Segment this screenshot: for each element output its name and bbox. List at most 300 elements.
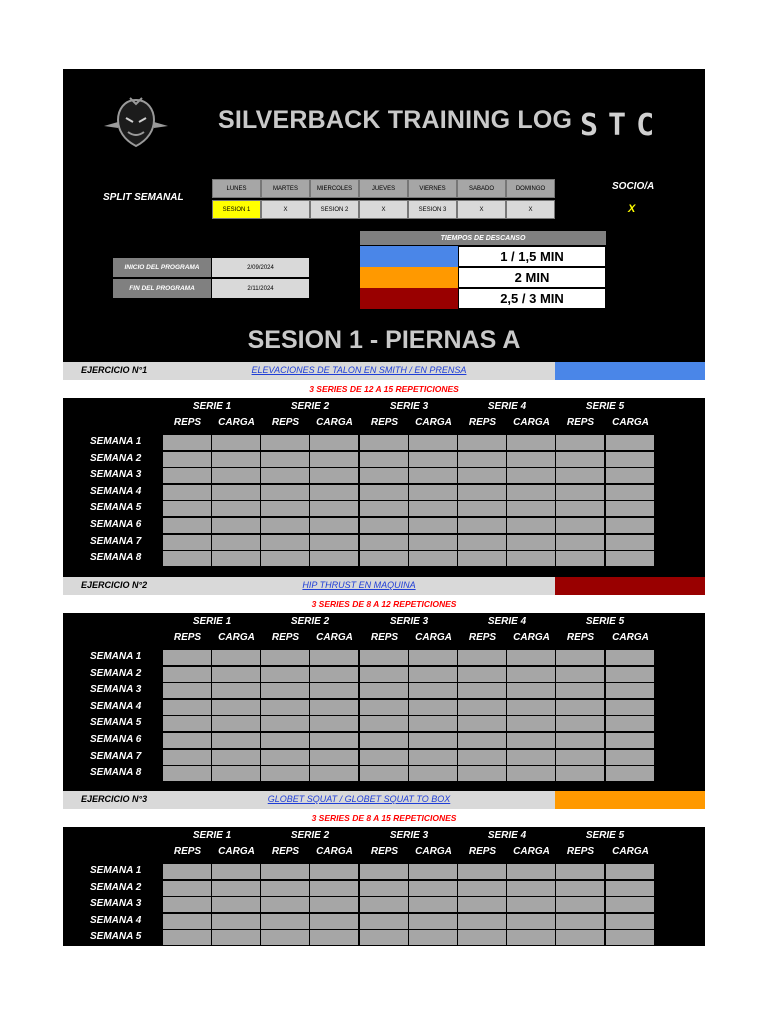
- log-input-cell[interactable]: [310, 700, 358, 715]
- log-input-cell[interactable]: [261, 551, 309, 566]
- log-input-cell[interactable]: [261, 535, 309, 550]
- log-input-cell[interactable]: [310, 683, 358, 698]
- log-input-cell[interactable]: [556, 897, 604, 912]
- log-input-cell[interactable]: [310, 864, 358, 879]
- log-input-cell[interactable]: [212, 716, 260, 731]
- week-label: SEMANA 5: [90, 717, 142, 729]
- log-input-cell[interactable]: [310, 452, 358, 467]
- log-input-cell[interactable]: [507, 716, 555, 731]
- log-input-cell[interactable]: [556, 750, 604, 765]
- log-input-cell[interactable]: [606, 914, 654, 929]
- log-input-cell[interactable]: [606, 766, 654, 781]
- split-day-5: VIERNES: [408, 179, 457, 198]
- log-input-cell[interactable]: [458, 914, 506, 929]
- exercise-rest-swatch: [555, 791, 705, 809]
- log-input-cell[interactable]: [261, 750, 309, 765]
- log-input-cell[interactable]: [458, 485, 506, 500]
- log-input-cell[interactable]: [163, 485, 211, 500]
- week-label: SEMANA 6: [90, 734, 142, 745]
- log-input-cell[interactable]: [606, 518, 654, 533]
- log-input-cell[interactable]: [458, 750, 506, 765]
- exercise-name-link[interactable]: ELEVACIONES DE TALON EN SMITH / EN PRENSA: [251, 365, 467, 375]
- reps-header: REPS: [271, 632, 300, 643]
- log-input-cell[interactable]: [360, 733, 408, 748]
- log-input-cell[interactable]: [310, 551, 358, 566]
- log-input-cell[interactable]: [360, 535, 408, 550]
- log-input-cell[interactable]: [556, 733, 604, 748]
- program-start-value[interactable]: 2/09/2024: [212, 258, 309, 277]
- session-title: SESION 1 - PIERNAS A: [247, 326, 521, 354]
- log-input-cell[interactable]: [409, 518, 457, 533]
- log-input-cell[interactable]: [458, 518, 506, 533]
- log-input-cell[interactable]: [212, 881, 260, 896]
- log-input-cell[interactable]: [409, 650, 457, 665]
- carga-header: CARGA: [612, 417, 649, 428]
- log-input-cell[interactable]: [507, 897, 555, 912]
- log-input-cell[interactable]: [360, 864, 408, 879]
- log-input-cell[interactable]: [606, 864, 654, 879]
- log-input-cell[interactable]: [507, 864, 555, 879]
- series-header: SERIE 3: [389, 616, 429, 627]
- log-input-cell[interactable]: [556, 468, 604, 483]
- log-input-cell[interactable]: [163, 650, 211, 665]
- log-input-cell[interactable]: [409, 930, 457, 945]
- log-input-cell[interactable]: [212, 864, 260, 879]
- log-input-cell[interactable]: [310, 930, 358, 945]
- log-input-cell[interactable]: [163, 716, 211, 731]
- log-input-cell[interactable]: [163, 766, 211, 781]
- log-input-cell[interactable]: [507, 468, 555, 483]
- carga-header: CARGA: [415, 846, 452, 857]
- log-input-cell[interactable]: [507, 452, 555, 467]
- program-start-label: INICIO DEL PROGRAMA: [113, 258, 211, 277]
- log-input-cell[interactable]: [310, 766, 358, 781]
- log-input-cell[interactable]: [163, 914, 211, 929]
- log-input-cell[interactable]: [507, 766, 555, 781]
- series-header: SERIE 5: [585, 616, 625, 627]
- log-input-cell[interactable]: [507, 930, 555, 945]
- log-input-cell[interactable]: [409, 864, 457, 879]
- split-day-2: MARTES: [261, 179, 310, 198]
- split-session-3[interactable]: SESION 2: [310, 200, 359, 219]
- log-input-cell[interactable]: [310, 897, 358, 912]
- week-label: SEMANA 8: [90, 552, 142, 564]
- log-input-cell[interactable]: [409, 683, 457, 698]
- exercise-series-text: 3 SERIES DE 12 A 15 REPETICIONES: [63, 380, 705, 398]
- log-input-cell[interactable]: [606, 716, 654, 731]
- log-input-cell[interactable]: [163, 535, 211, 550]
- log-input-cell[interactable]: [212, 650, 260, 665]
- exercise-rest-swatch: [555, 362, 705, 380]
- log-input-cell[interactable]: [212, 452, 260, 467]
- split-session-1[interactable]: SESION 1: [212, 200, 261, 219]
- program-end-label: FIN DEL PROGRAMA: [113, 279, 211, 298]
- log-input-cell[interactable]: [360, 914, 408, 929]
- log-input-cell[interactable]: [556, 501, 604, 516]
- log-input-cell[interactable]: [458, 435, 506, 450]
- log-input-cell[interactable]: [261, 897, 309, 912]
- series-header: SERIE 4: [487, 401, 527, 412]
- week-label: SEMANA 2: [90, 881, 142, 893]
- log-input-cell[interactable]: [261, 518, 309, 533]
- log-input-cell[interactable]: [261, 485, 309, 500]
- log-input-cell[interactable]: [458, 452, 506, 467]
- exercise-series-text: 3 SERIES DE 8 A 12 REPETICIONES: [63, 595, 705, 613]
- log-input-cell[interactable]: [261, 766, 309, 781]
- reps-header: REPS: [370, 632, 399, 643]
- log-input-cell[interactable]: [310, 485, 358, 500]
- log-input-cell[interactable]: [556, 435, 604, 450]
- log-input-cell[interactable]: [212, 535, 260, 550]
- exercise-name-link[interactable]: HIP THRUST EN MAQUINA: [302, 580, 416, 590]
- log-input-cell[interactable]: [261, 435, 309, 450]
- split-day-3: MIERCOLES: [310, 179, 359, 198]
- log-input-cell[interactable]: [310, 881, 358, 896]
- reps-header: REPS: [173, 632, 202, 643]
- log-input-cell[interactable]: [212, 683, 260, 698]
- log-input-cell[interactable]: [261, 864, 309, 879]
- log-input-cell[interactable]: [310, 650, 358, 665]
- log-input-cell[interactable]: [261, 930, 309, 945]
- log-input-cell[interactable]: [212, 518, 260, 533]
- log-input-cell[interactable]: [556, 930, 604, 945]
- exercise-series-text: 3 SERIES DE 8 A 15 REPETICIONES: [63, 809, 705, 827]
- log-input-cell[interactable]: [556, 452, 604, 467]
- log-input-cell[interactable]: [212, 750, 260, 765]
- log-input-cell[interactable]: [409, 468, 457, 483]
- log-input-cell[interactable]: [261, 667, 309, 682]
- log-input-cell[interactable]: [360, 750, 408, 765]
- log-input-cell[interactable]: [163, 733, 211, 748]
- log-input-cell[interactable]: [212, 914, 260, 929]
- reps-header: REPS: [566, 417, 595, 428]
- log-input-cell[interactable]: [212, 930, 260, 945]
- log-input-cell[interactable]: [163, 468, 211, 483]
- log-input-cell[interactable]: [310, 733, 358, 748]
- carga-header: CARGA: [513, 846, 550, 857]
- log-input-cell[interactable]: [556, 518, 604, 533]
- log-input-cell[interactable]: [556, 864, 604, 879]
- log-input-cell[interactable]: [163, 683, 211, 698]
- log-input-cell[interactable]: [163, 897, 211, 912]
- week-label: SEMANA 3: [90, 684, 142, 696]
- split-day-4: JUEVES: [359, 179, 408, 198]
- log-input-cell[interactable]: [360, 897, 408, 912]
- log-input-cell[interactable]: [606, 435, 654, 450]
- log-input-cell[interactable]: [556, 535, 604, 550]
- week-label: SEMANA 5: [90, 931, 142, 943]
- log-input-cell[interactable]: [261, 716, 309, 731]
- log-input-cell[interactable]: [458, 501, 506, 516]
- log-input-cell[interactable]: [360, 551, 408, 566]
- rest-text-3: 2,5 / 3 MIN: [458, 288, 606, 309]
- log-input-cell[interactable]: [163, 881, 211, 896]
- log-input-cell[interactable]: [556, 551, 604, 566]
- log-input-cell[interactable]: [507, 683, 555, 698]
- week-label: SEMANA 7: [90, 750, 142, 762]
- log-input-cell[interactable]: [606, 452, 654, 467]
- log-input-cell[interactable]: [458, 551, 506, 566]
- log-input-cell[interactable]: [409, 667, 457, 682]
- log-input-cell[interactable]: [409, 452, 457, 467]
- log-input-cell[interactable]: [606, 501, 654, 516]
- log-input-cell[interactable]: [606, 485, 654, 500]
- log-input-cell[interactable]: [261, 650, 309, 665]
- log-input-cell[interactable]: [606, 468, 654, 483]
- log-input-cell[interactable]: [261, 452, 309, 467]
- log-input-cell[interactable]: [261, 881, 309, 896]
- log-input-cell[interactable]: [212, 667, 260, 682]
- log-input-cell[interactable]: [261, 914, 309, 929]
- exercise-name-link[interactable]: GLOBET SQUAT / GLOBET SQUAT TO BOX: [267, 794, 451, 804]
- log-input-cell[interactable]: [606, 667, 654, 682]
- log-input-cell[interactable]: [606, 930, 654, 945]
- log-input-cell[interactable]: [507, 881, 555, 896]
- reps-header: REPS: [468, 417, 497, 428]
- log-input-cell[interactable]: [556, 667, 604, 682]
- exercise-label: EJERCICIO N°2: [81, 580, 148, 590]
- log-input-cell[interactable]: [310, 914, 358, 929]
- log-input-cell[interactable]: [458, 733, 506, 748]
- gorilla-logo-icon: [100, 96, 172, 152]
- log-input-cell[interactable]: [360, 452, 408, 467]
- log-input-cell[interactable]: [507, 518, 555, 533]
- split-day-7: DOMINGO: [506, 179, 555, 198]
- log-input-cell[interactable]: [409, 700, 457, 715]
- log-input-cell[interactable]: [606, 897, 654, 912]
- log-input-cell[interactable]: [556, 716, 604, 731]
- log-input-cell[interactable]: [409, 750, 457, 765]
- log-input-cell[interactable]: [507, 535, 555, 550]
- reps-header: REPS: [468, 846, 497, 857]
- log-input-cell[interactable]: [360, 930, 408, 945]
- log-input-cell[interactable]: [556, 485, 604, 500]
- carga-header: CARGA: [415, 417, 452, 428]
- log-input-cell[interactable]: [360, 766, 408, 781]
- week-label: SEMANA 1: [90, 436, 142, 447]
- log-input-cell[interactable]: [556, 881, 604, 896]
- exercise-bar: [63, 362, 705, 380]
- log-input-cell[interactable]: [360, 650, 408, 665]
- log-input-cell[interactable]: [409, 897, 457, 912]
- log-input-cell[interactable]: [606, 535, 654, 550]
- log-input-cell[interactable]: [458, 700, 506, 715]
- rest-swatch-3: [360, 288, 458, 309]
- log-input-cell[interactable]: [163, 864, 211, 879]
- log-input-cell[interactable]: [409, 914, 457, 929]
- carga-header: CARGA: [316, 417, 353, 428]
- series-header: SERIE 1: [192, 616, 232, 627]
- log-input-cell[interactable]: [409, 501, 457, 516]
- log-input-cell[interactable]: [163, 435, 211, 450]
- log-input-cell[interactable]: [606, 650, 654, 665]
- log-input-cell[interactable]: [556, 766, 604, 781]
- rest-text-1: 1 / 1,5 MIN: [458, 246, 606, 267]
- log-input-cell[interactable]: [360, 468, 408, 483]
- split-session-5[interactable]: SESION 3: [408, 200, 457, 219]
- series-header: SERIE 2: [290, 830, 330, 841]
- week-label: SEMANA 1: [90, 865, 142, 876]
- log-input-cell[interactable]: [458, 864, 506, 879]
- log-input-cell[interactable]: [163, 551, 211, 566]
- log-input-cell[interactable]: [458, 683, 506, 698]
- log-input-cell[interactable]: [409, 733, 457, 748]
- socio-value[interactable]: X: [628, 203, 636, 215]
- log-input-cell[interactable]: [556, 650, 604, 665]
- log-input-cell[interactable]: [507, 650, 555, 665]
- log-input-cell[interactable]: [507, 485, 555, 500]
- program-end-value[interactable]: 2/11/2024: [212, 279, 309, 298]
- log-input-cell[interactable]: [556, 700, 604, 715]
- log-input-cell[interactable]: [310, 535, 358, 550]
- log-input-cell[interactable]: [360, 501, 408, 516]
- log-input-cell[interactable]: [458, 650, 506, 665]
- reps-header: REPS: [566, 846, 595, 857]
- log-input-cell[interactable]: [409, 716, 457, 731]
- log-input-cell[interactable]: [458, 897, 506, 912]
- log-input-cell[interactable]: [360, 683, 408, 698]
- week-label: SEMANA 3: [90, 469, 142, 481]
- log-input-cell[interactable]: [458, 766, 506, 781]
- log-input-cell[interactable]: [556, 683, 604, 698]
- reps-header: REPS: [468, 632, 497, 643]
- log-input-cell[interactable]: [212, 700, 260, 715]
- log-input-cell[interactable]: [163, 452, 211, 467]
- log-input-cell[interactable]: [163, 750, 211, 765]
- carga-header: CARGA: [513, 632, 550, 643]
- reps-header: REPS: [173, 846, 202, 857]
- log-input-cell[interactable]: [310, 716, 358, 731]
- log-input-cell[interactable]: [310, 435, 358, 450]
- log-input-cell[interactable]: [212, 435, 260, 450]
- reps-header: REPS: [566, 632, 595, 643]
- reps-header: REPS: [271, 846, 300, 857]
- log-input-cell[interactable]: [409, 535, 457, 550]
- log-input-cell[interactable]: [507, 435, 555, 450]
- log-input-cell[interactable]: [507, 914, 555, 929]
- socio-label: SOCIO/A: [612, 181, 655, 192]
- week-label: SEMANA 4: [90, 485, 142, 497]
- log-input-cell[interactable]: [163, 518, 211, 533]
- split-day-6: SABADO: [457, 179, 506, 198]
- week-label: SEMANA 8: [90, 767, 142, 779]
- log-input-cell[interactable]: [458, 930, 506, 945]
- log-input-cell[interactable]: [261, 733, 309, 748]
- carga-header: CARGA: [513, 417, 550, 428]
- log-input-cell[interactable]: [360, 881, 408, 896]
- log-input-cell[interactable]: [409, 485, 457, 500]
- log-input-cell[interactable]: [507, 551, 555, 566]
- series-header: SERIE 3: [389, 401, 429, 412]
- log-input-cell[interactable]: [507, 501, 555, 516]
- log-input-cell[interactable]: [310, 750, 358, 765]
- carga-header: CARGA: [218, 846, 255, 857]
- log-input-cell[interactable]: [163, 667, 211, 682]
- log-input-cell[interactable]: [360, 700, 408, 715]
- rest-times-header: TIEMPOS DE DESCANSO: [360, 231, 606, 245]
- log-input-cell[interactable]: [360, 518, 408, 533]
- log-input-cell[interactable]: [261, 501, 309, 516]
- series-header: SERIE 2: [290, 401, 330, 412]
- log-input-cell[interactable]: [261, 700, 309, 715]
- series-header: SERIE 1: [192, 401, 232, 412]
- log-input-cell[interactable]: [310, 468, 358, 483]
- log-input-cell[interactable]: [212, 733, 260, 748]
- log-input-cell[interactable]: [409, 766, 457, 781]
- week-label: SEMANA 4: [90, 914, 142, 926]
- log-input-cell[interactable]: [163, 700, 211, 715]
- log-input-cell[interactable]: [458, 535, 506, 550]
- log-input-cell[interactable]: [507, 667, 555, 682]
- log-input-cell[interactable]: [261, 468, 309, 483]
- log-input-cell[interactable]: [606, 683, 654, 698]
- log-input-cell[interactable]: [163, 501, 211, 516]
- log-input-cell[interactable]: [458, 468, 506, 483]
- week-label: SEMANA 6: [90, 519, 142, 530]
- log-input-cell[interactable]: [212, 485, 260, 500]
- log-input-cell[interactable]: [458, 667, 506, 682]
- week-label: SEMANA 2: [90, 452, 142, 464]
- log-input-cell[interactable]: [507, 700, 555, 715]
- reps-header: REPS: [173, 417, 202, 428]
- rest-text-2: 2 MIN: [458, 267, 606, 288]
- log-input-cell[interactable]: [310, 501, 358, 516]
- log-input-cell[interactable]: [360, 716, 408, 731]
- log-input-cell[interactable]: [606, 551, 654, 566]
- log-input-cell[interactable]: [409, 881, 457, 896]
- split-session-6[interactable]: X: [457, 200, 506, 219]
- exercise-bar: [63, 577, 705, 595]
- log-input-cell[interactable]: [556, 914, 604, 929]
- brand-mark: STC: [580, 108, 665, 143]
- log-input-cell[interactable]: [606, 750, 654, 765]
- log-input-cell[interactable]: [261, 683, 309, 698]
- log-input-cell[interactable]: [458, 881, 506, 896]
- reps-header: REPS: [370, 846, 399, 857]
- log-input-cell[interactable]: [360, 485, 408, 500]
- week-label: SEMANA 1: [90, 651, 142, 662]
- carga-header: CARGA: [218, 417, 255, 428]
- log-input-cell[interactable]: [310, 667, 358, 682]
- split-session-7[interactable]: X: [506, 200, 555, 219]
- carga-header: CARGA: [316, 846, 353, 857]
- log-input-cell[interactable]: [212, 766, 260, 781]
- split-session-2[interactable]: X: [261, 200, 310, 219]
- log-input-cell[interactable]: [606, 881, 654, 896]
- log-input-cell[interactable]: [163, 930, 211, 945]
- week-label: SEMANA 5: [90, 502, 142, 514]
- exercise-rest-swatch: [555, 577, 705, 595]
- log-input-cell[interactable]: [212, 897, 260, 912]
- log-input-cell[interactable]: [606, 700, 654, 715]
- series-header: SERIE 4: [487, 616, 527, 627]
- log-input-cell[interactable]: [409, 435, 457, 450]
- carga-header: CARGA: [612, 846, 649, 857]
- log-input-cell[interactable]: [507, 750, 555, 765]
- log-input-cell[interactable]: [212, 501, 260, 516]
- split-session-4[interactable]: X: [359, 200, 408, 219]
- log-input-cell[interactable]: [212, 551, 260, 566]
- log-input-cell[interactable]: [458, 716, 506, 731]
- log-input-cell[interactable]: [212, 468, 260, 483]
- exercise-label: EJERCICIO N°3: [81, 794, 148, 804]
- log-input-cell[interactable]: [360, 435, 408, 450]
- log-input-cell[interactable]: [409, 551, 457, 566]
- log-input-cell[interactable]: [606, 733, 654, 748]
- log-input-cell[interactable]: [310, 518, 358, 533]
- log-input-cell[interactable]: [360, 667, 408, 682]
- log-input-cell[interactable]: [507, 733, 555, 748]
